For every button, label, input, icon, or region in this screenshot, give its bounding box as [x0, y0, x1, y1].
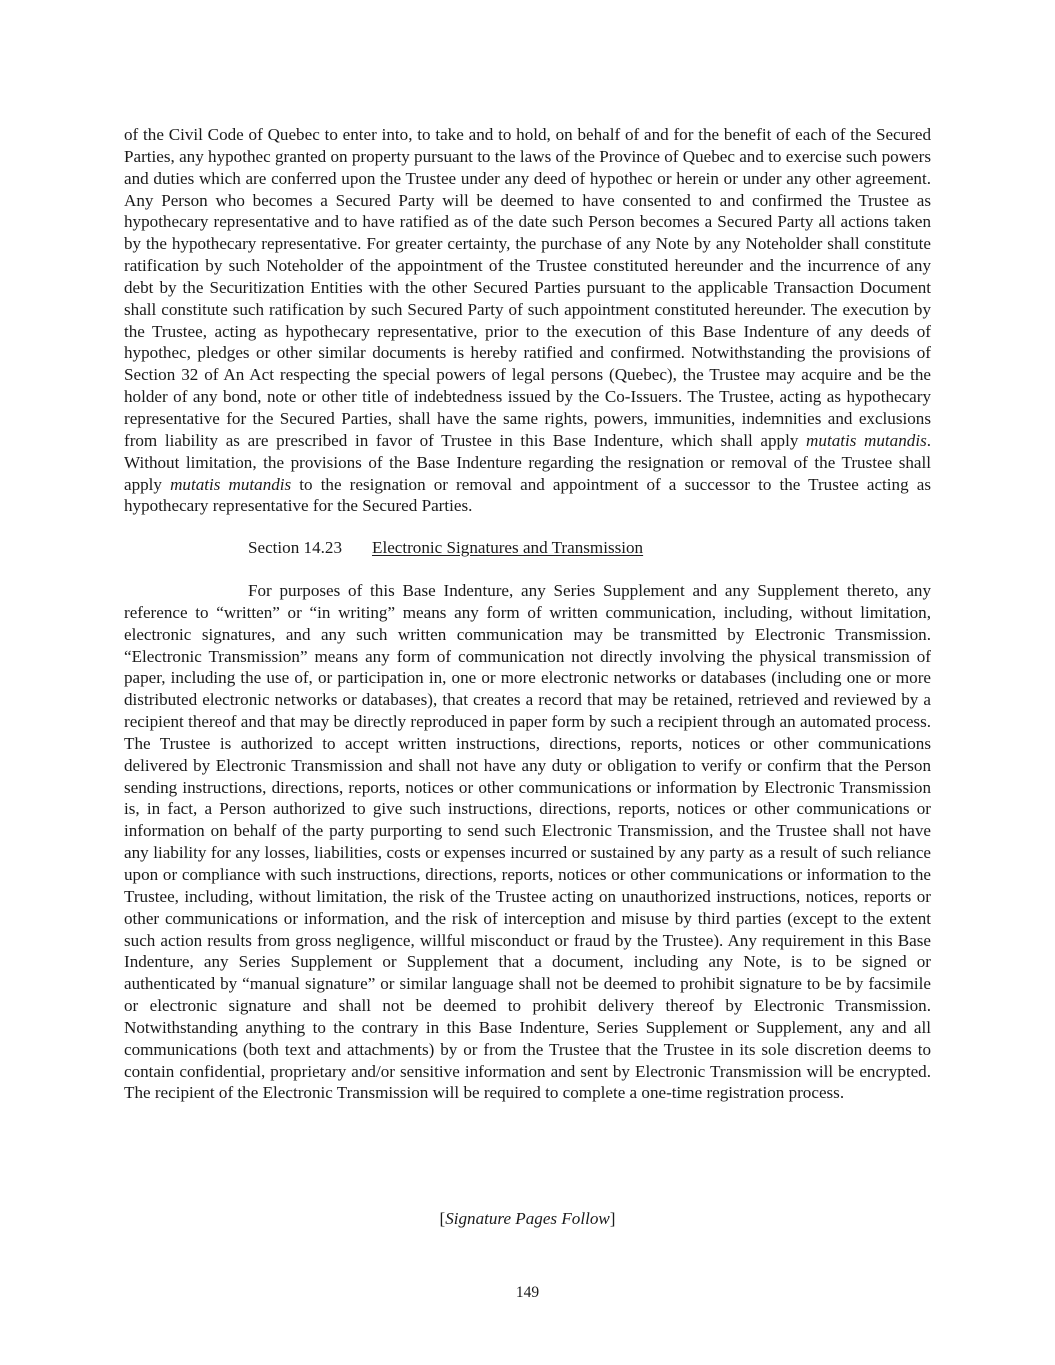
section-title: Electronic Signatures and Transmission: [372, 538, 644, 558]
signature-note-close-bracket: ]: [609, 1209, 616, 1228]
paragraph-hypothecary-representative: [124, 124, 931, 517]
page-number: 149: [515, 1284, 540, 1301]
paragraph-1-italic-a: mutatis mutandis: [806, 430, 927, 450]
paragraph-1-text-a: of the Civil Code of Quebec to enter into, to take and to hold, on behalf of and for the benefit of each of the Secured Parties, any hypothec granted on property pursuant to the laws of the Province of Quebec and to exercise such powers and duties which are conferred upon the Trustee under any deed of hypothec or herein or under any other agreement. Any Person who becomes a Secured Party will be deemed to have consented to and confirmed the Trustee as hypothecary representative and to have ratified as of the date such Person becomes a Secured Party all actions taken by the hypothecary representative. For greater certainty, the purchase of any Note by any Noteholder shall constitute ratification by such Noteholder of the appointment of the Trustee constituted hereunder and the incurrence of any debt by the Securitization Entities with the other Secured Parties pursuant to the applicable Transaction Document shall constitute such ratification by such Secured Party of such appointment constituted hereunder. The execution by the Trustee, acting as hypothecary representative, prior to the execution of this Base Indenture of any deeds of hypothec, pledges or other similar documents is hereby ratified and confirmed. Notwithstanding the provisions of Section 32 of An Act respecting the special powers of legal persons (Quebec), the Trustee may acquire and be the holder of any bond, note or other title of indebtedness issued by the Co-Issuers. The Trustee, acting as hypothecary representative for the Secured Parties, shall have the same rights, powers, immunities, indemnities and exclusions from liability as are prescribed in favor of Trustee in this Base Indenture, which shall apply: [124, 125, 931, 450]
section-heading: [124, 537, 931, 559]
paragraph-1-text-b: . Without limitation, the provisions of the Base Indenture regarding the resignation or removal of the Trustee shall apply: [124, 430, 931, 494]
signature-note-open-bracket: [: [439, 1209, 446, 1228]
paragraph-1-italic-b: mutatis mutandis: [170, 474, 292, 494]
paragraph-electronic-signatures: For purposes of this Base Indenture, any Series Supplement and any Supplement thereto, any reference to “written” or “in writing” means any form of written communication, including, without limitation, electronic signatures, and any such written communication may be transmitted by Electronic Transmission. “Electronic Transmission” means any form of communication not directly involving the physical transmission of paper, including the use of, or participation in, one or more electronic networks or databases (including one or more distributed electronic networks or databases), that creates a record that may be retained, retrieved and reviewed by a recipient thereof and that may be directly reproduced in paper form by such a recipient through an automated process. The Trustee is authorized to accept written instructions, directions, reports, notices or other communications delivered by Electronic Transmission and shall not have any duty or obligation to verify or confirm that the Person sending instructions, directions, reports, notices or other communications or information by Electronic Transmission is, in fact, a Person authorized to give such instructions, directions, reports, notices or other communications or information on behalf of the party purporting to send such Electronic Transmission, and the Trustee shall not have any liability for any losses, liabilities, costs or expenses incurred or sustained by any party as a result of such reliance upon or compliance with such instructions, directions, reports, notices or other communications or information to the Trustee, including, without limitation, the risk of the Trustee acting on unauthorized instructions, notices, reports or other communications or information, and the risk of interception and misuse by third parties (except to the extent such action results from gross negligence, willful misconduct or fraud by the Trustee). Any requirement in this Base Indenture, any Series Supplement or Supplement that a document, including any Note, is to be signed or authenticated by “manual signature” or similar language shall not be deemed to prohibit signature to be by facsimile or electronic signature and shall not be deemed to prohibit delivery thereof by Electronic Transmission. Notwithstanding anything to the contrary in this Base Indenture, Series Supplement or Supplement, any and all communications (both text and attachments) by or from the Trustee that the Trustee in its sole discretion deems to contain confidential, proprietary and/or sensitive information and sent by Electronic Transmission will be encrypted. The recipient of the Electronic Transmission will be required to complete a one-time registration process.: [124, 581, 931, 1103]
signature-pages-follow-note: [0, 1208, 1055, 1230]
paragraph-1-text-c: to the resignation or removal and appointment of a successor to the Trustee acting as hypothecary representative for the Secured Parties.: [124, 474, 931, 516]
section-number: Section 14.23: [248, 538, 343, 558]
signature-note-text: Signature Pages Follow: [445, 1209, 610, 1228]
document-page: [124, 124, 931, 1104]
